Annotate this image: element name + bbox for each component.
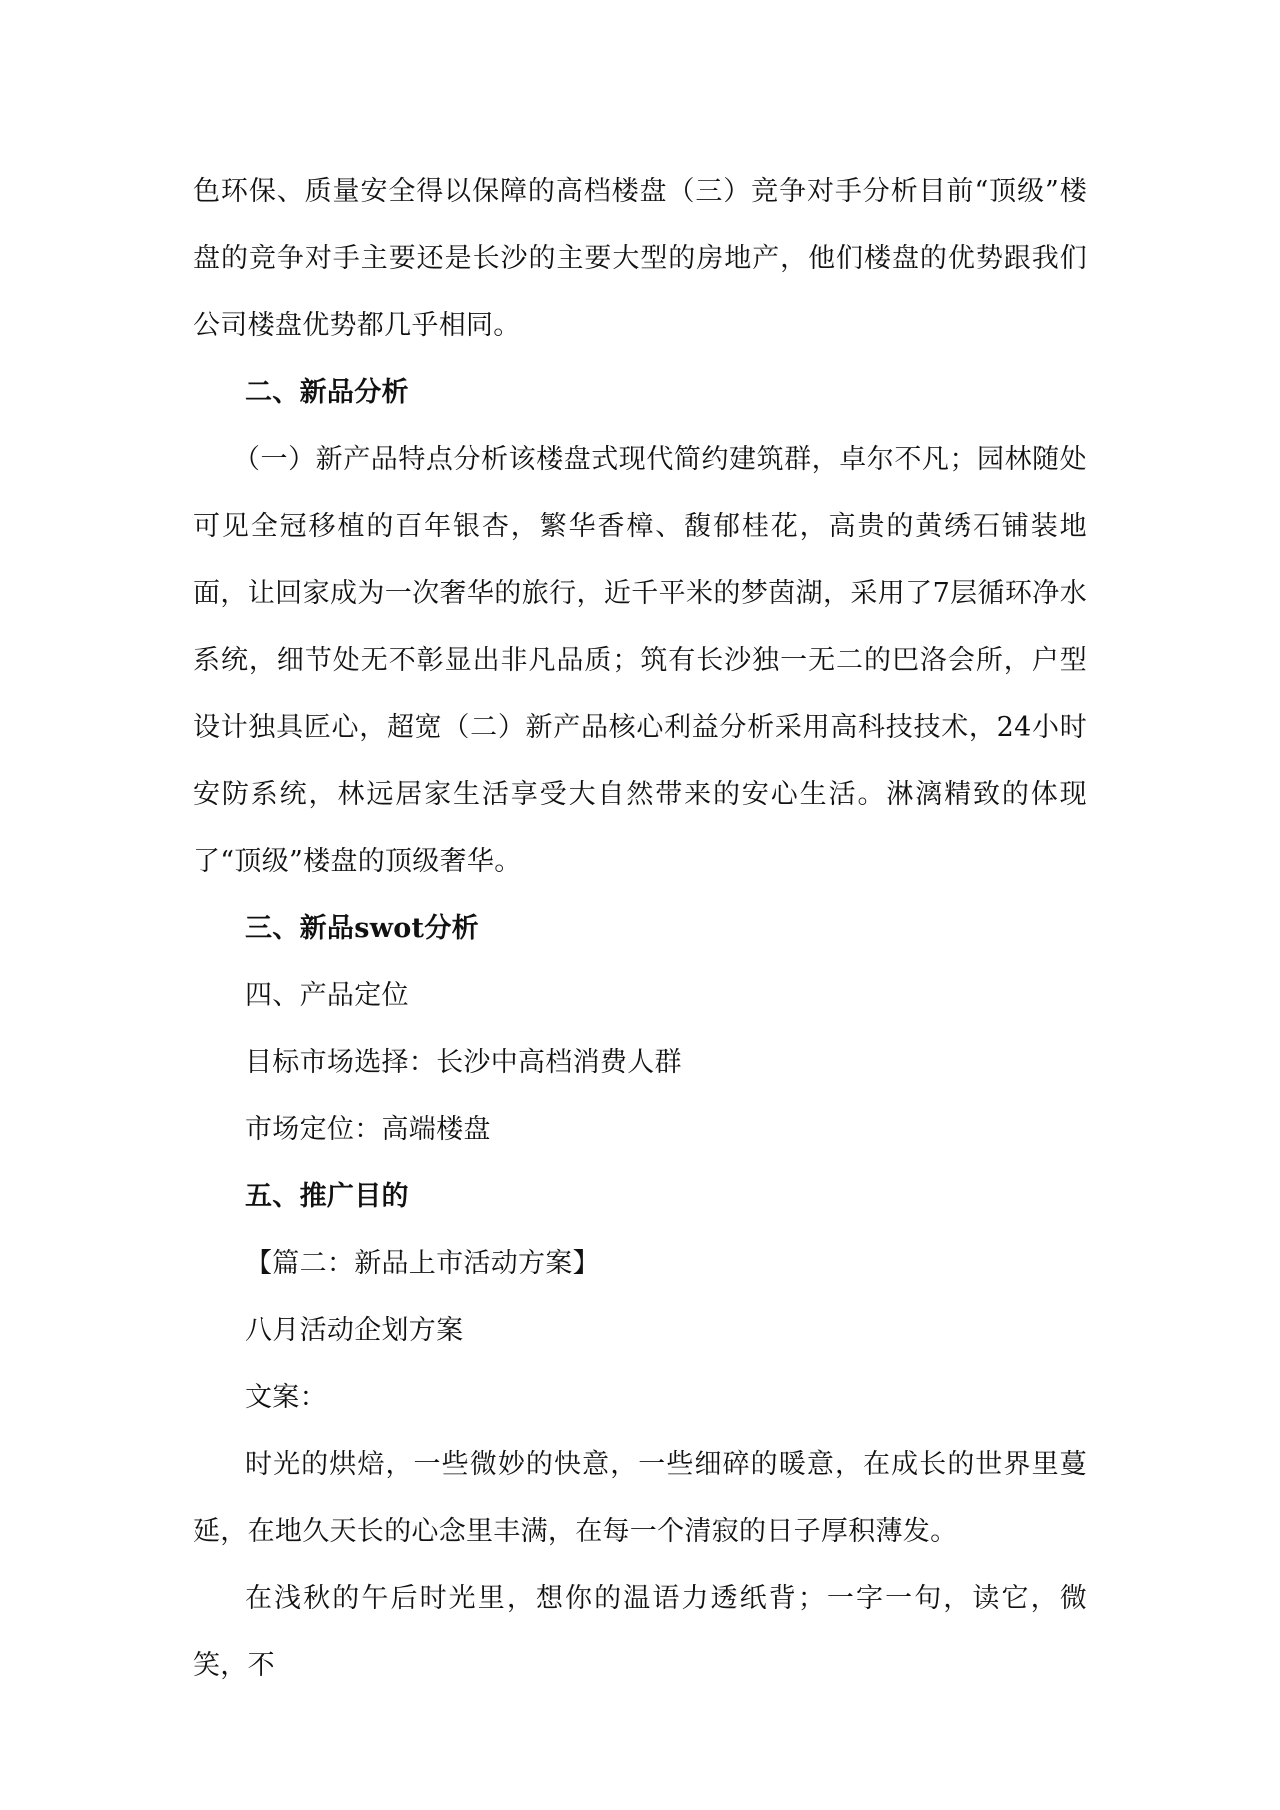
heading-swot-analysis: 三、新品swot分析 (245, 913, 479, 944)
paragraph-copy-label: 文案： (245, 1382, 327, 1413)
heading-promotion-purpose: 五、推广目的 (245, 1181, 409, 1212)
paragraph-target-market: 目标市场选择：长沙中高档消费人群 (245, 1047, 682, 1078)
paragraph-product-features: （一）新产品特点分析该楼盘式现代简约建筑群，卓尔不凡；园林随处可见全冠移植的百年银杏，繁华香樟、馥郁桂花，高贵的黄绣石铺装地面，让回家成为一次奢华的旅行，近千平米的梦茵湖，采用了7层循环净水系统，细节处无不彰显出非凡品质；筑有长沙独一无二的巴洛会所，户型设计独具匠心，超宽（二）新产品核心利益分析采用高科技技术，24小时安防系统，林远居家生活享受大自然带来的安心生活。淋漓精致的体现了“顶级”楼盘的顶级奢华。 (193, 444, 1087, 877)
document-body (193, 158, 1087, 1699)
paragraph-market-positioning: 市场定位：高端楼盘 (245, 1114, 491, 1145)
paragraph-copy-text-2: 在浅秋的午后时光里，想你的温语力透纸背；一字一句，读它，微笑，不 (193, 1583, 1087, 1681)
section-title-part-two: 【篇二：新品上市活动方案】 (245, 1248, 600, 1279)
paragraph-copy-text-1: 时光的烘焙，一些微妙的快意，一些细碎的暖意，在成长的世界里蔓延，在地久天长的心念里丰满，在每一个清寂的日子厚积薄发。 (193, 1449, 1087, 1547)
paragraph-august-plan: 八月活动企划方案 (245, 1315, 464, 1346)
heading-new-product-analysis: 二、新品分析 (245, 377, 409, 408)
heading-product-positioning: 四、产品定位 (245, 980, 409, 1011)
paragraph-competitor-analysis: 色环保、质量安全得以保障的高档楼盘（三）竞争对手分析目前“顶级”楼盘的竞争对手主要还是长沙的主要大型的房地产，他们楼盘的优势跟我们公司楼盘优势都几乎相同。 (193, 176, 1087, 341)
